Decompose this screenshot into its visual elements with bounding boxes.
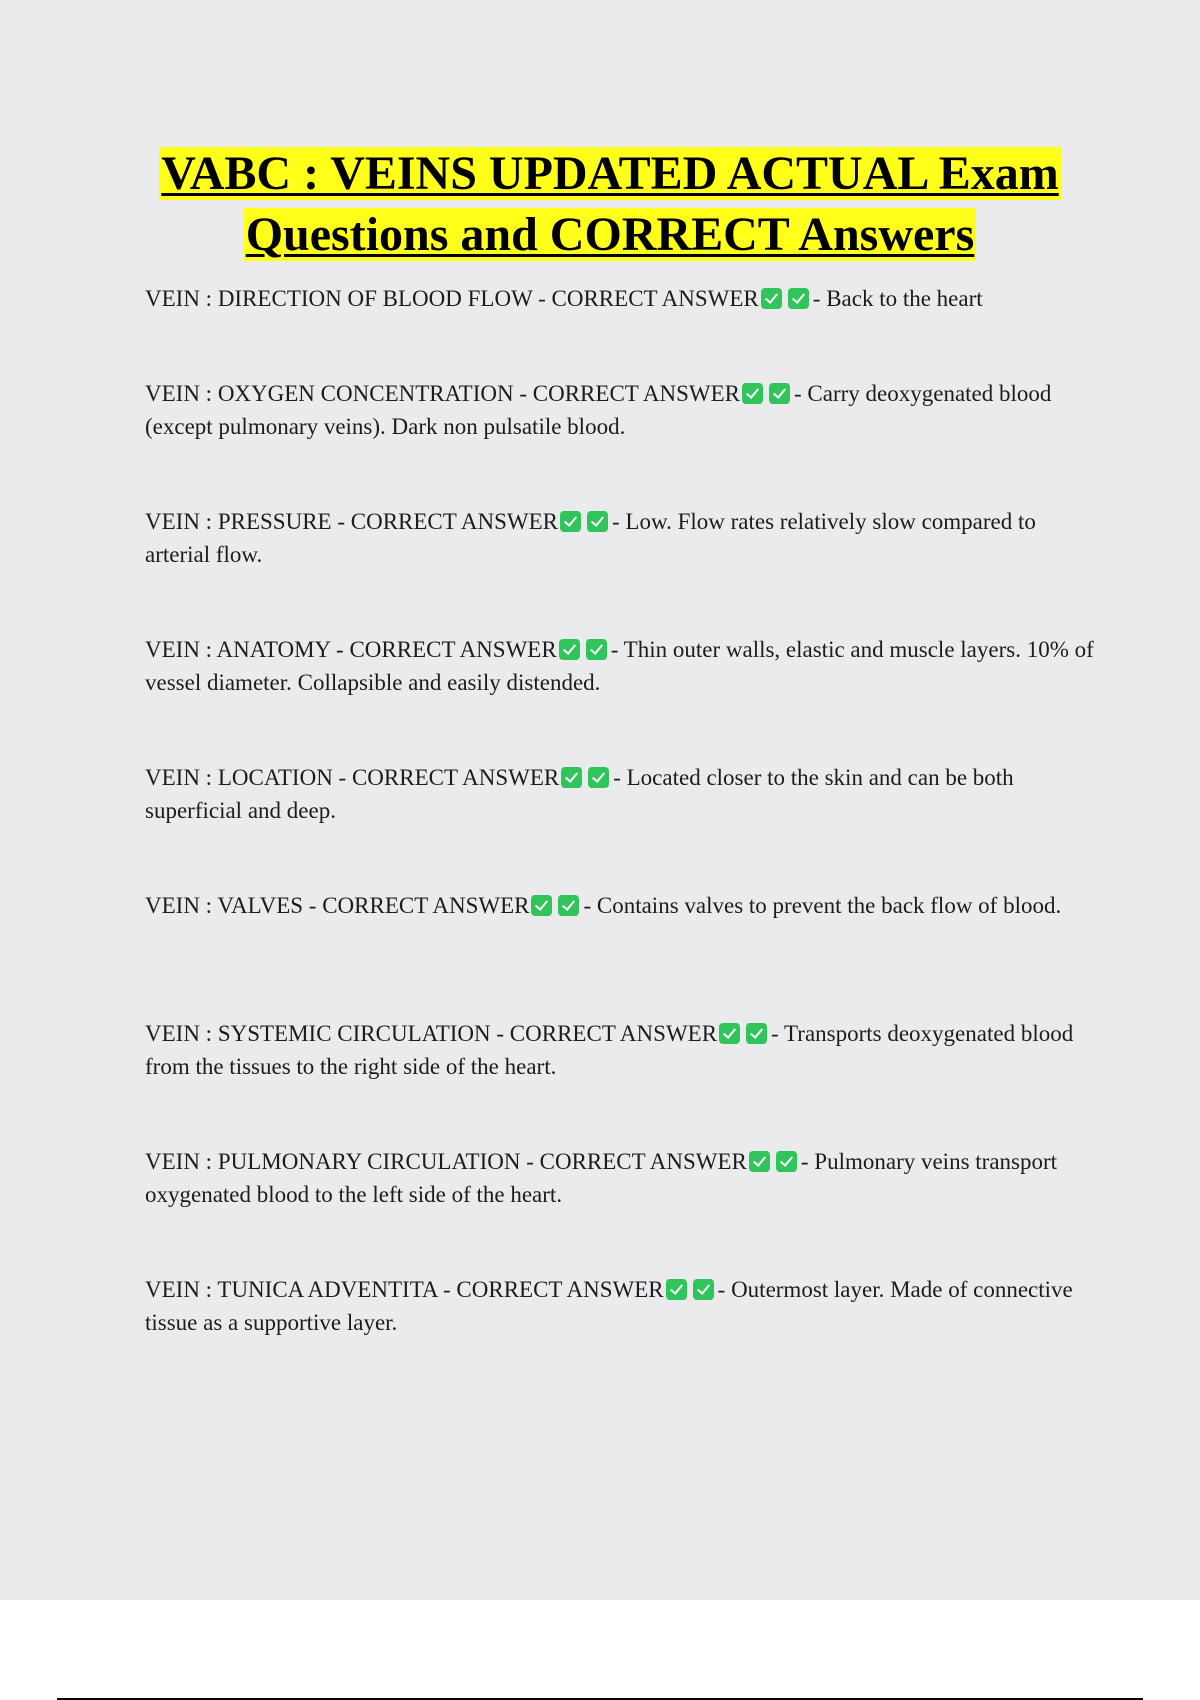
qa-item — [145, 889, 1095, 955]
green-check-mark-icon — [742, 383, 763, 404]
qa-item — [145, 761, 1095, 827]
answer-text: - Outermost layer. Made of connective tissue as a supportive layer. — [145, 1277, 1073, 1335]
question-text: VEIN : PRESSURE - CORRECT ANSWER — [145, 509, 558, 534]
green-check-mark-icon — [586, 639, 607, 660]
qa-list — [145, 282, 1095, 1401]
question-text: VEIN : PULMONARY CIRCULATION - CORRECT ANSWER — [145, 1149, 747, 1174]
green-check-mark-icon — [749, 1151, 770, 1172]
question-text: VEIN : TUNICA ADVENTITA - CORRECT ANSWER — [145, 1277, 664, 1302]
answer-text: - Located closer to the skin and can be both superficial and deep. — [145, 765, 1014, 823]
answer-text: - Thin outer walls, elastic and muscle layers. 10% of vessel diameter. Collapsible and easily distended. — [145, 637, 1094, 695]
answer-text: - Low. Flow rates relatively slow compared to arterial flow. — [145, 509, 1036, 567]
answer-text: - Transports deoxygenated blood from the tissues to the right side of the heart. — [145, 1021, 1074, 1079]
title-line-1: VABC : VEINS UPDATED ACTUAL Exam — [161, 147, 1059, 200]
question-text: VEIN : LOCATION - CORRECT ANSWER — [145, 765, 560, 790]
green-check-mark-icon — [746, 1023, 767, 1044]
qa-item — [145, 505, 1095, 571]
qa-item — [145, 1273, 1095, 1339]
question-text: VEIN : OXYGEN CONCENTRATION - CORRECT ANSWER — [145, 381, 741, 406]
green-check-mark-icon — [761, 288, 782, 309]
answer-text: - Contains valves to prevent the back flow of blood. — [583, 893, 1062, 918]
qa-item — [145, 377, 1095, 443]
green-check-mark-icon — [561, 767, 582, 788]
green-check-mark-icon — [587, 511, 608, 532]
green-check-mark-icon — [769, 383, 790, 404]
green-check-mark-icon — [558, 895, 579, 916]
green-check-mark-icon — [788, 288, 809, 309]
qa-item — [145, 282, 1095, 315]
qa-item — [145, 633, 1095, 699]
question-text: VEIN : DIRECTION OF BLOOD FLOW - CORRECT ANSWER — [145, 286, 759, 311]
green-check-mark-icon — [531, 895, 552, 916]
answer-text: - Back to the heart — [812, 286, 983, 311]
green-check-mark-icon — [588, 767, 609, 788]
green-check-mark-icon — [719, 1023, 740, 1044]
answer-text: - Carry deoxygenated blood (except pulmonary veins). Dark non pulsatile blood. — [145, 381, 1052, 439]
qa-item — [145, 1017, 1095, 1083]
green-check-mark-icon — [559, 639, 580, 660]
green-check-mark-icon — [693, 1279, 714, 1300]
green-check-mark-icon — [560, 511, 581, 532]
question-text: VEIN : SYSTEMIC CIRCULATION - CORRECT ANSWER — [145, 1021, 718, 1046]
document-title — [130, 143, 1090, 265]
title-line-2: Questions and CORRECT Answers — [245, 208, 975, 261]
qa-item — [145, 1145, 1095, 1211]
green-check-mark-icon — [776, 1151, 797, 1172]
answer-text: - Pulmonary veins transport oxygenated blood to the left side of the heart. — [145, 1149, 1058, 1207]
question-text: VEIN : VALVES - CORRECT ANSWER — [145, 893, 530, 918]
green-check-mark-icon — [666, 1279, 687, 1300]
question-text: VEIN : ANATOMY - CORRECT ANSWER — [145, 637, 557, 662]
